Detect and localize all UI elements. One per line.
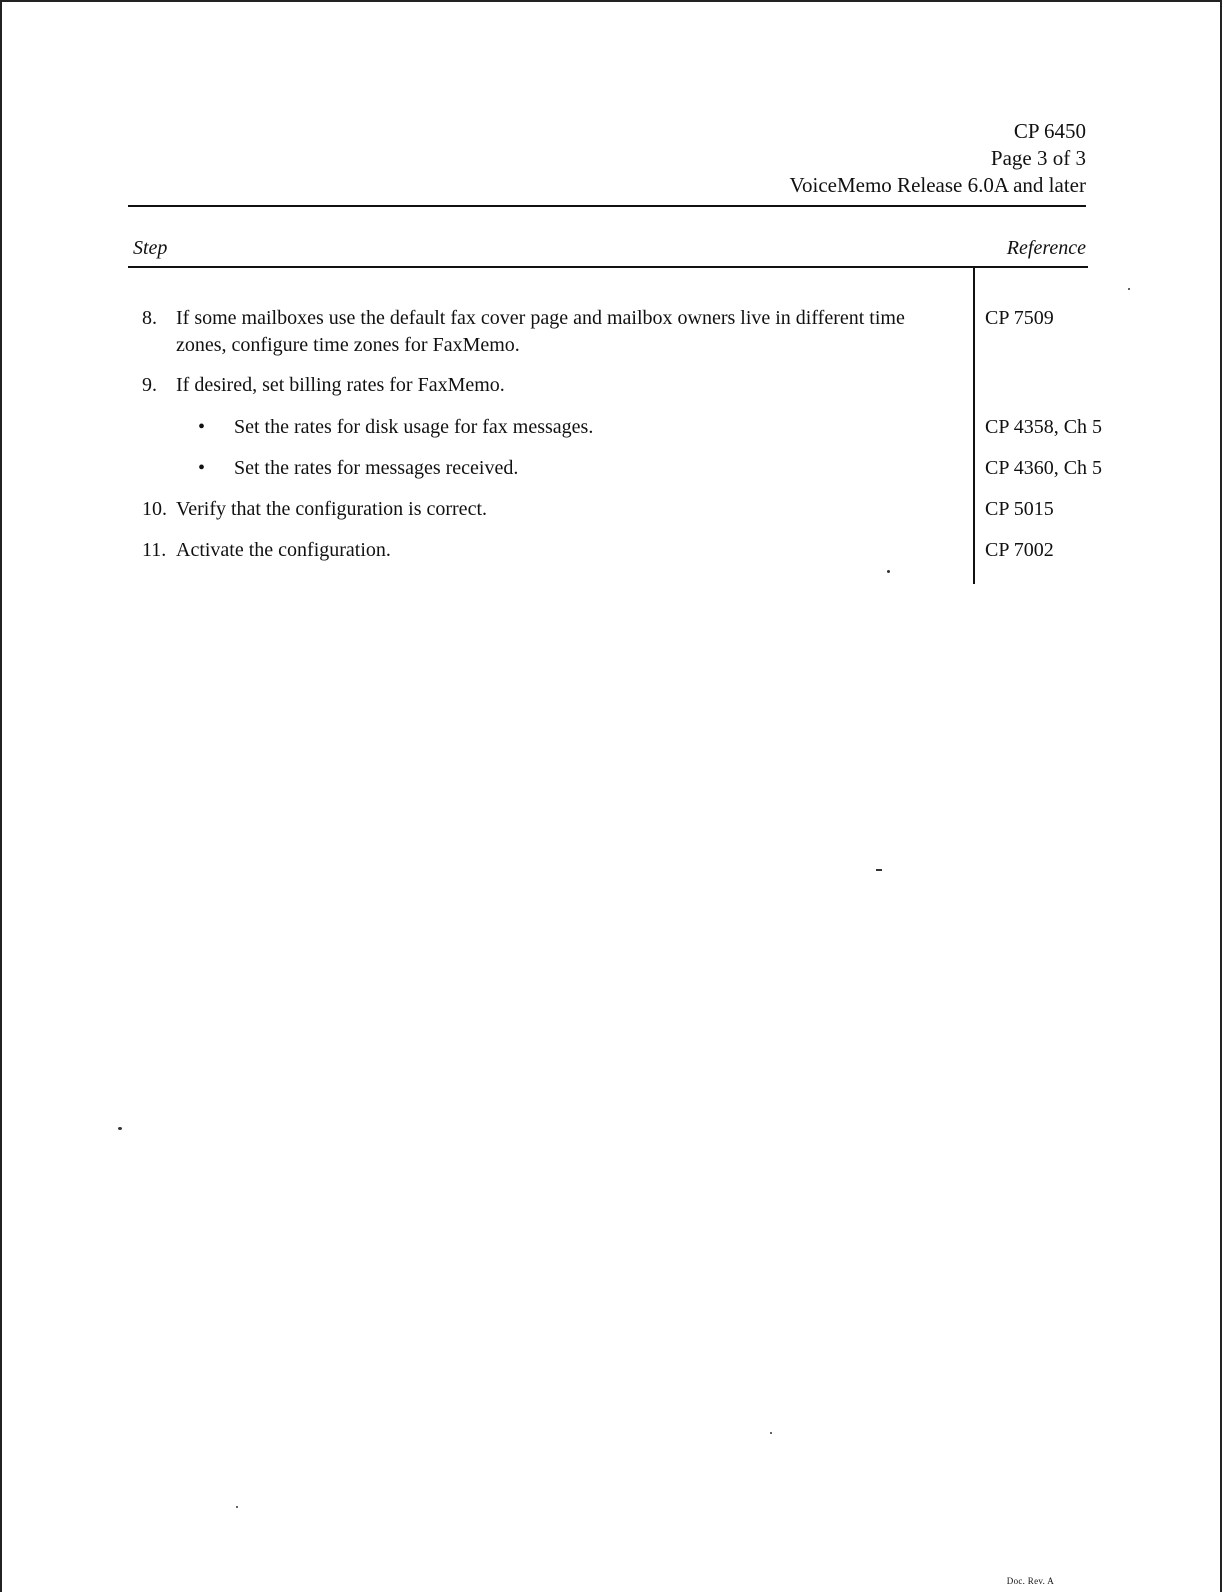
- scan-speck: [236, 1506, 238, 1508]
- release-info: VoiceMemo Release 6.0A and later: [789, 173, 1086, 197]
- document-id: CP 6450: [1013, 119, 1086, 143]
- step-number: 11.: [142, 539, 167, 561]
- column-header-divider: [128, 266, 1088, 268]
- document-revision: Doc. Rev. A: [1006, 1576, 1054, 1586]
- reference-cell: CP 4358, Ch 5: [985, 416, 1103, 438]
- step-number: 10.: [142, 498, 167, 520]
- scan-speck: [770, 1432, 772, 1434]
- step-description: Verify that the configuration is correct.: [176, 498, 487, 520]
- scan-speck: [1128, 288, 1130, 290]
- bullet-icon: •: [198, 416, 206, 438]
- step-text: [142, 537, 942, 564]
- bullet-description: Set the rates for disk usage for fax messages.: [234, 416, 594, 438]
- page-number: Page 3 of 3: [990, 146, 1086, 170]
- step-number: 8.: [142, 307, 157, 329]
- bullet-icon: •: [198, 457, 206, 479]
- reference-column-header: Reference: [1006, 237, 1086, 259]
- reference-cell: CP 7002: [985, 539, 1054, 561]
- scan-speck: [876, 869, 882, 871]
- step-number: 9.: [142, 374, 157, 396]
- step-text: [142, 496, 942, 523]
- page-header: [790, 118, 1086, 199]
- step-text: [142, 372, 942, 399]
- step-description: If some mailboxes use the default fax cover page and mailbox owners live in different time zones, configure time zones for FaxMemo.: [176, 307, 905, 356]
- step-column-header: Step: [133, 237, 168, 259]
- header-divider: [128, 205, 1086, 207]
- step-text: [142, 305, 942, 359]
- bullet-item: [198, 414, 938, 441]
- step-description: Activate the configuration.: [176, 539, 391, 561]
- scan-speck: [887, 570, 890, 573]
- scan-speck: [118, 1127, 122, 1130]
- reference-cell: CP 7509: [985, 307, 1054, 329]
- reference-cell: CP 4360, Ch 5: [985, 457, 1103, 479]
- step-description: If desired, set billing rates for FaxMemo.: [176, 374, 505, 396]
- reference-cell: CP 5015: [985, 498, 1054, 520]
- bullet-item: [198, 455, 938, 482]
- bullet-description: Set the rates for messages received.: [234, 457, 519, 479]
- reference-column-divider: [973, 266, 975, 584]
